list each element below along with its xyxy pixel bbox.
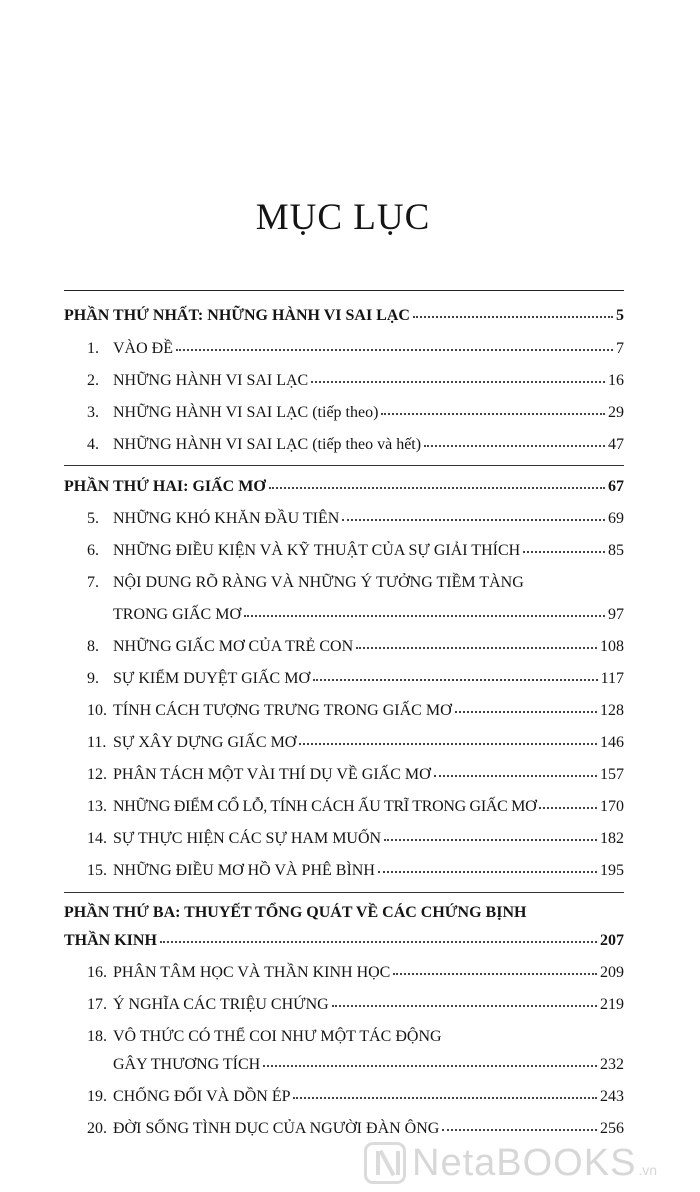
chapter-number: 20. <box>87 1120 107 1137</box>
chapter-number: 11. <box>87 734 107 751</box>
part-3-line-1: PHẦN THỨ BA: THUYẾT TỔNG QUÁT VỀ CÁC CHỨNG BỊNH <box>64 904 527 921</box>
page-number: 256 <box>600 1120 624 1137</box>
toc-entry-5 <box>87 507 624 531</box>
chapter-number: 19. <box>87 1088 107 1105</box>
chapter-number: 2. <box>87 372 99 389</box>
chapter-title: NHỮNG ĐIỀU KIỆN VÀ KỸ THUẬT CỦA SỰ GIẢI THÍCH <box>113 542 521 559</box>
toc-entry-10 <box>87 699 624 723</box>
page-number: 243 <box>600 1088 624 1105</box>
chapter-title: Ý NGHĨA CÁC TRIỆU CHỨNG <box>113 996 329 1013</box>
part-label: THẦN KINH <box>64 932 157 949</box>
page-number: 117 <box>600 670 624 687</box>
part-1-entry <box>64 304 624 328</box>
toc-entry-18 <box>113 1053 624 1077</box>
dot-leader <box>160 937 597 943</box>
page-number: 67 <box>608 478 624 495</box>
chapter-title-line-1: NỘI DUNG RÕ RÀNG VÀ NHỮNG Ý TƯỞNG TIỀM TÀNG <box>113 574 524 591</box>
page-number: 170 <box>600 798 624 815</box>
dot-leader <box>244 611 605 617</box>
chapter-number: 5. <box>87 510 99 527</box>
dot-leader <box>381 409 605 415</box>
toc-entry-11 <box>87 731 624 755</box>
toc-entry-14 <box>87 827 624 851</box>
part-label: PHẦN THỨ NHẤT: NHỮNG HÀNH VI SAI LẠC <box>64 307 410 324</box>
watermark-text: NetaBOOKS <box>412 1141 637 1184</box>
chapter-title: PHÂN TÁCH MỘT VÀI THÍ DỤ VỀ GIẤC MƠ <box>113 766 431 783</box>
netabooks-logo-icon <box>364 1142 406 1184</box>
chapter-number: 9. <box>87 670 99 687</box>
chapter-title: TRONG GIẤC MƠ <box>113 606 241 623</box>
toc-entry-7-line-1 <box>87 571 524 595</box>
dot-leader <box>523 547 605 553</box>
chapter-title: NHỮNG HÀNH VI SAI LẠC (tiếp theo) <box>113 404 379 421</box>
toc-entry-4 <box>87 433 624 457</box>
page-number: 182 <box>600 830 624 847</box>
part-3-entry <box>64 929 624 953</box>
chapter-number: 8. <box>87 638 99 655</box>
dot-leader <box>393 969 597 975</box>
chapter-number: 7. <box>87 574 99 591</box>
toc-entry-3 <box>87 401 624 425</box>
toc-entry-2 <box>87 369 624 393</box>
page-number: 128 <box>600 702 624 719</box>
chapter-number: 12. <box>87 766 107 783</box>
toc-entry-15 <box>87 859 624 883</box>
dot-leader <box>313 675 598 681</box>
toc-entry-8 <box>87 635 624 659</box>
chapter-number: 10. <box>87 702 107 719</box>
toc-entry-7 <box>113 603 624 627</box>
chapter-title: NHỮNG HÀNH VI SAI LẠC <box>113 372 309 389</box>
page-number: 97 <box>608 606 624 623</box>
chapter-title: TÍNH CÁCH TƯỢNG TRƯNG TRONG GIẤC MƠ <box>113 702 452 719</box>
page-number: 146 <box>600 734 624 751</box>
chapter-number: 1. <box>87 340 99 357</box>
chapter-title-line-1: VÔ THỨC CÓ THỂ COI NHƯ MỘT TÁC ĐỘNG <box>113 1028 442 1045</box>
section-separator <box>64 465 624 466</box>
dot-leader <box>442 1125 597 1131</box>
toc-entry-18-line-1 <box>87 1025 442 1049</box>
page-number: 232 <box>600 1056 624 1073</box>
chapter-number: 18. <box>87 1028 107 1045</box>
dot-leader <box>356 643 597 649</box>
page-number: 16 <box>608 372 624 389</box>
chapter-number: 14. <box>87 830 107 847</box>
chapter-title: GÂY THƯƠNG TÍCH <box>113 1056 261 1073</box>
chapter-title: SỰ XÂY DỰNG GIẤC MƠ <box>113 734 297 751</box>
dot-leader <box>413 312 613 318</box>
toc-entry-1 <box>87 337 624 361</box>
page-number: 219 <box>600 996 624 1013</box>
dot-leader <box>378 867 597 873</box>
title-rule <box>64 290 624 291</box>
watermark-suffix: .vn <box>638 1162 658 1178</box>
chapter-title: PHÂN TÂM HỌC VÀ THẦN KINH HỌC <box>113 964 391 981</box>
chapter-number: 17. <box>87 996 107 1013</box>
chapter-number: 16. <box>87 964 107 981</box>
page-number: 5 <box>616 307 624 324</box>
toc-entry-12 <box>87 763 624 787</box>
part-label: PHẦN THỨ HAI: GIẤC MƠ <box>64 478 266 495</box>
dot-leader <box>434 771 597 777</box>
toc-entry-6 <box>87 539 624 563</box>
dot-leader <box>424 441 605 447</box>
page-number: 108 <box>600 638 624 655</box>
page-title: MỤC LỤC <box>255 197 431 238</box>
page-number: 207 <box>600 932 624 949</box>
toc-entry-16 <box>87 961 624 985</box>
page-number: 29 <box>608 404 624 421</box>
watermark <box>364 1138 694 1188</box>
page-number: 209 <box>600 964 624 981</box>
dot-leader <box>539 803 597 809</box>
section-separator <box>64 892 624 893</box>
chapter-title: SỰ THỰC HIỆN CÁC SỰ HAM MUỐN <box>113 830 382 847</box>
chapter-number: 4. <box>87 436 99 453</box>
page-number: 157 <box>600 766 624 783</box>
page-number: 195 <box>600 862 624 879</box>
dot-leader <box>311 377 605 383</box>
chapter-title: SỰ KIỂM DUYỆT GIẤC MƠ <box>113 670 311 687</box>
chapter-title: NHỮNG ĐIỂM CỔ LỖ, TÍNH CÁCH ẤU TRĨ TRONG GIẤC MƠ <box>113 798 537 815</box>
page-number: 85 <box>608 542 624 559</box>
dot-leader <box>384 835 597 841</box>
page-number: 7 <box>616 340 624 357</box>
toc-entry-9 <box>87 667 624 691</box>
chapter-title: ĐỜI SỐNG TÌNH DỤC CỦA NGƯỜI ĐÀN ÔNG <box>113 1120 440 1137</box>
toc-entry-19 <box>87 1085 624 1109</box>
dot-leader <box>263 1061 597 1067</box>
chapter-title: NHỮNG ĐIỀU MƠ HỒ VÀ PHÊ BÌNH <box>113 862 375 879</box>
dot-leader <box>342 515 605 521</box>
dot-leader <box>299 739 597 745</box>
chapter-number: 13. <box>87 798 107 815</box>
dot-leader <box>293 1093 597 1099</box>
chapter-title: NHỮNG GIẤC MƠ CỦA TRẺ CON <box>113 638 354 655</box>
toc-entry-13 <box>87 795 624 819</box>
part-2-entry <box>64 475 624 499</box>
dot-leader <box>332 1001 597 1007</box>
dot-leader <box>269 483 605 489</box>
toc-entry-17 <box>87 993 624 1017</box>
page-number: 47 <box>608 436 624 453</box>
chapter-number: 15. <box>87 862 107 879</box>
chapter-number: 3. <box>87 404 99 421</box>
chapter-title: VÀO ĐỀ <box>113 340 173 357</box>
dot-leader <box>176 345 613 351</box>
chapter-number: 6. <box>87 542 99 559</box>
page-number: 69 <box>608 510 624 527</box>
chapter-title: NHỮNG KHÓ KHĂN ĐẦU TIÊN <box>113 510 340 527</box>
chapter-title: CHỐNG ĐỐI VÀ DỒN ÉP <box>113 1088 291 1105</box>
chapter-title: NHỮNG HÀNH VI SAI LẠC (tiếp theo và hết) <box>113 436 422 453</box>
dot-leader <box>455 707 597 713</box>
